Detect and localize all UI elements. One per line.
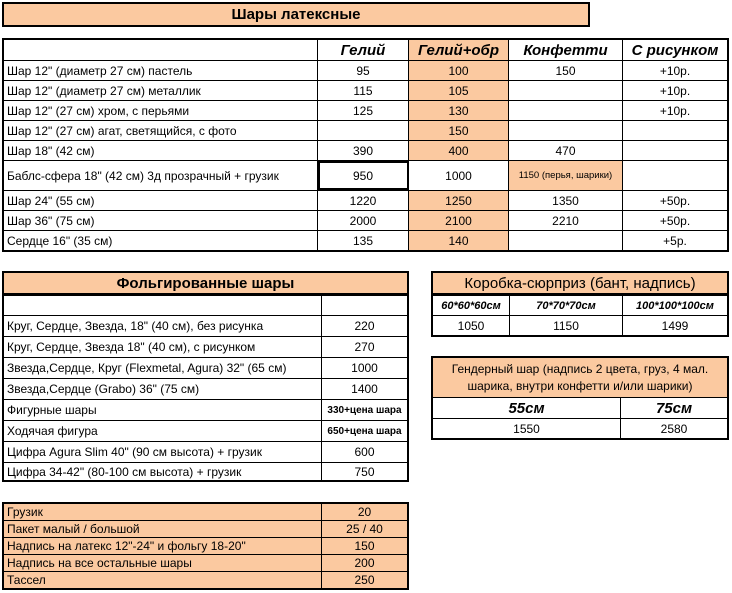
- latex-name: Баблс-сфера 18" (42 см) 3д прозрачный + грузик: [4, 161, 318, 190]
- surprise-box-title: Коробка-сюрприз (бант, надпись): [431, 271, 729, 295]
- latex-helium: 125: [318, 101, 409, 120]
- extras-price: 25 / 40: [346, 522, 383, 536]
- foil-row: [4, 400, 407, 421]
- latex-confetti: 2210: [509, 211, 623, 230]
- latex-print: +10р.: [659, 63, 691, 78]
- latex-helium: 95: [318, 61, 409, 80]
- foil-spacer: [322, 296, 407, 315]
- extras-price: 200: [354, 556, 375, 570]
- latex-helium: 2000: [318, 211, 409, 230]
- latex-name: Шар 12" (27 см) агат, светящийся, с фото: [4, 121, 318, 140]
- latex-name: Шар 24" (55 см): [4, 191, 318, 210]
- latex-print: [623, 141, 727, 160]
- extras-name: Надпись на все остальные шары: [4, 555, 322, 571]
- latex-header-confetti: Конфетти: [509, 40, 623, 60]
- latex-name: Шар 12" (27 см) хром, с перьями: [4, 101, 318, 120]
- latex-confetti: 470: [509, 141, 623, 160]
- latex-confetti: [509, 231, 623, 250]
- foil-price: 750: [354, 464, 375, 479]
- latex-name: Шар 12" (диаметр 27 см) металлик: [4, 81, 318, 100]
- gender-table: [431, 356, 729, 440]
- foil-row: [4, 421, 407, 442]
- foil-price: 600: [354, 445, 375, 459]
- foil-name: Круг, Сердце, Звезда, 18" (40 см), без рисунка: [4, 316, 322, 336]
- latex-title: Шары латексные: [2, 2, 590, 27]
- surprise-box-price-row: [433, 316, 727, 335]
- extras-price: 150: [354, 539, 375, 553]
- foil-price: 1400: [351, 382, 378, 396]
- latex-header-row: [4, 40, 727, 61]
- latex-helium-treated: 130: [409, 101, 509, 120]
- latex-row: [4, 81, 727, 101]
- foil-price: 270: [354, 340, 375, 354]
- foil-name: Фигурные шары: [4, 400, 322, 420]
- latex-header-helium-treated: Гелий+обр: [409, 40, 509, 60]
- latex-print: [623, 161, 727, 190]
- latex-confetti: 150: [509, 61, 623, 80]
- latex-helium-treated: 400: [409, 141, 509, 160]
- surprise-box-table: [431, 294, 729, 337]
- latex-helium: [318, 121, 409, 140]
- latex-print: +50р.: [659, 213, 691, 228]
- gender-title-line2: шарика, внутри конфетти и/или шарики): [467, 378, 693, 393]
- foil-row: [4, 337, 407, 358]
- gender-price-row: [433, 419, 727, 438]
- latex-confetti: [509, 101, 623, 120]
- latex-helium-treated: 140: [409, 231, 509, 250]
- surprise-box-size: 60*60*60см: [433, 296, 510, 315]
- latex-print: +10р.: [659, 83, 691, 98]
- latex-print: +50р.: [659, 193, 691, 208]
- latex-print: +5р.: [663, 233, 687, 248]
- latex-row: [4, 101, 727, 121]
- foil-name: Ходячая фигура: [4, 421, 322, 441]
- latex-header-helium: Гелий: [318, 40, 409, 60]
- surprise-box-size: 100*100*100см: [636, 299, 714, 312]
- foil-price: 220: [354, 319, 375, 333]
- latex-helium: 390: [318, 141, 409, 160]
- latex-helium-treated: 105: [409, 81, 509, 100]
- latex-helium: 135: [318, 231, 409, 250]
- foil-name: Цифра Agura Slim 40" (90 см высота) + грузик: [4, 442, 322, 462]
- latex-name: Шар 12" (диаметр 27 см) пастель: [4, 61, 318, 80]
- latex-confetti: 1350: [509, 191, 623, 210]
- foil-name: Цифра 34-42" (80-100 см высота) + грузик: [4, 463, 322, 480]
- surprise-box-price: 1050: [433, 316, 510, 335]
- extras-price: 250: [354, 573, 375, 587]
- foil-price: 1000: [351, 361, 378, 375]
- latex-row: [4, 141, 727, 161]
- latex-confetti: [509, 81, 623, 100]
- foil-row: [4, 442, 407, 463]
- extras-row: [4, 521, 407, 538]
- foil-name: Круг, Сердце, Звезда 18" (40 см), с рисунком: [4, 337, 322, 357]
- extras-row: [4, 572, 407, 588]
- latex-name: Шар 36" (75 см): [4, 211, 318, 230]
- foil-table: [2, 294, 409, 482]
- foil-spacer-row: [4, 296, 407, 316]
- latex-row: [4, 121, 727, 141]
- foil-row: [4, 358, 407, 379]
- extras-name: Пакет малый / большой: [4, 521, 322, 537]
- extras-name: Надпись на латекс 12"-24" и фольгу 18-20": [4, 538, 322, 554]
- surprise-box-size-row: [433, 296, 727, 316]
- latex-helium-treated: 100: [409, 61, 509, 80]
- extras-price: 20: [357, 505, 372, 519]
- foil-name: Звезда,Сердце (Grabo) 36" (75 см): [4, 379, 322, 399]
- latex-print: +10р.: [659, 103, 691, 118]
- gender-title-row: [433, 358, 727, 398]
- latex-row: [4, 161, 727, 191]
- latex-print: [623, 121, 727, 140]
- extras-row: [4, 555, 407, 572]
- gender-price: 1550: [433, 419, 621, 438]
- latex-helium: 1220: [318, 191, 409, 210]
- latex-confetti: 1150 (перья, шарики): [509, 161, 623, 190]
- extras-row: [4, 504, 407, 521]
- gender-price: 2580: [660, 421, 688, 436]
- latex-name: Сердце 16" (35 см): [4, 231, 318, 250]
- latex-row: [4, 231, 727, 250]
- extras-name: Тассел: [4, 572, 322, 588]
- latex-row: [4, 61, 727, 81]
- foil-name: Звезда,Сердце, Круг (Flexmetal, Agura) 32" (65 см): [4, 358, 322, 378]
- latex-helium-treated: 2100: [409, 211, 509, 230]
- surprise-box-size: 70*70*70см: [510, 296, 623, 315]
- surprise-box-price: 1499: [661, 318, 689, 333]
- latex-header-name: [4, 40, 318, 60]
- extras-table: [2, 502, 409, 590]
- latex-helium: 115: [318, 81, 409, 100]
- extras-row: [4, 538, 407, 555]
- latex-confetti: [509, 121, 623, 140]
- foil-row: [4, 463, 407, 480]
- gender-title-line1: Гендерный шар (надпись 2 цвета, груз, 4 мал.: [451, 361, 709, 376]
- foil-spacer: [4, 296, 322, 315]
- foil-row: [4, 316, 407, 337]
- latex-helium-treated: 150: [409, 121, 509, 140]
- foil-price: 330+цена шара: [327, 404, 402, 416]
- latex-row: [4, 211, 727, 231]
- latex-helium-treated: 1250: [409, 191, 509, 210]
- latex-helium-treated: 1000: [409, 161, 509, 190]
- surprise-box-price: 1150: [510, 316, 623, 335]
- foil-title: Фольгированные шары: [2, 271, 409, 295]
- latex-header-print: С рисунком: [631, 41, 719, 59]
- extras-name: Грузик: [4, 504, 322, 520]
- latex-helium-selected[interactable]: 950: [318, 161, 409, 190]
- latex-name: Шар 18" (42 см): [4, 141, 318, 160]
- foil-price: 650+цена шара: [327, 425, 402, 437]
- foil-row: [4, 379, 407, 400]
- gender-size: 55см: [433, 398, 621, 418]
- latex-row: [4, 191, 727, 211]
- latex-table: [2, 38, 729, 252]
- gender-size-row: [433, 398, 727, 419]
- gender-size: 75см: [655, 399, 693, 417]
